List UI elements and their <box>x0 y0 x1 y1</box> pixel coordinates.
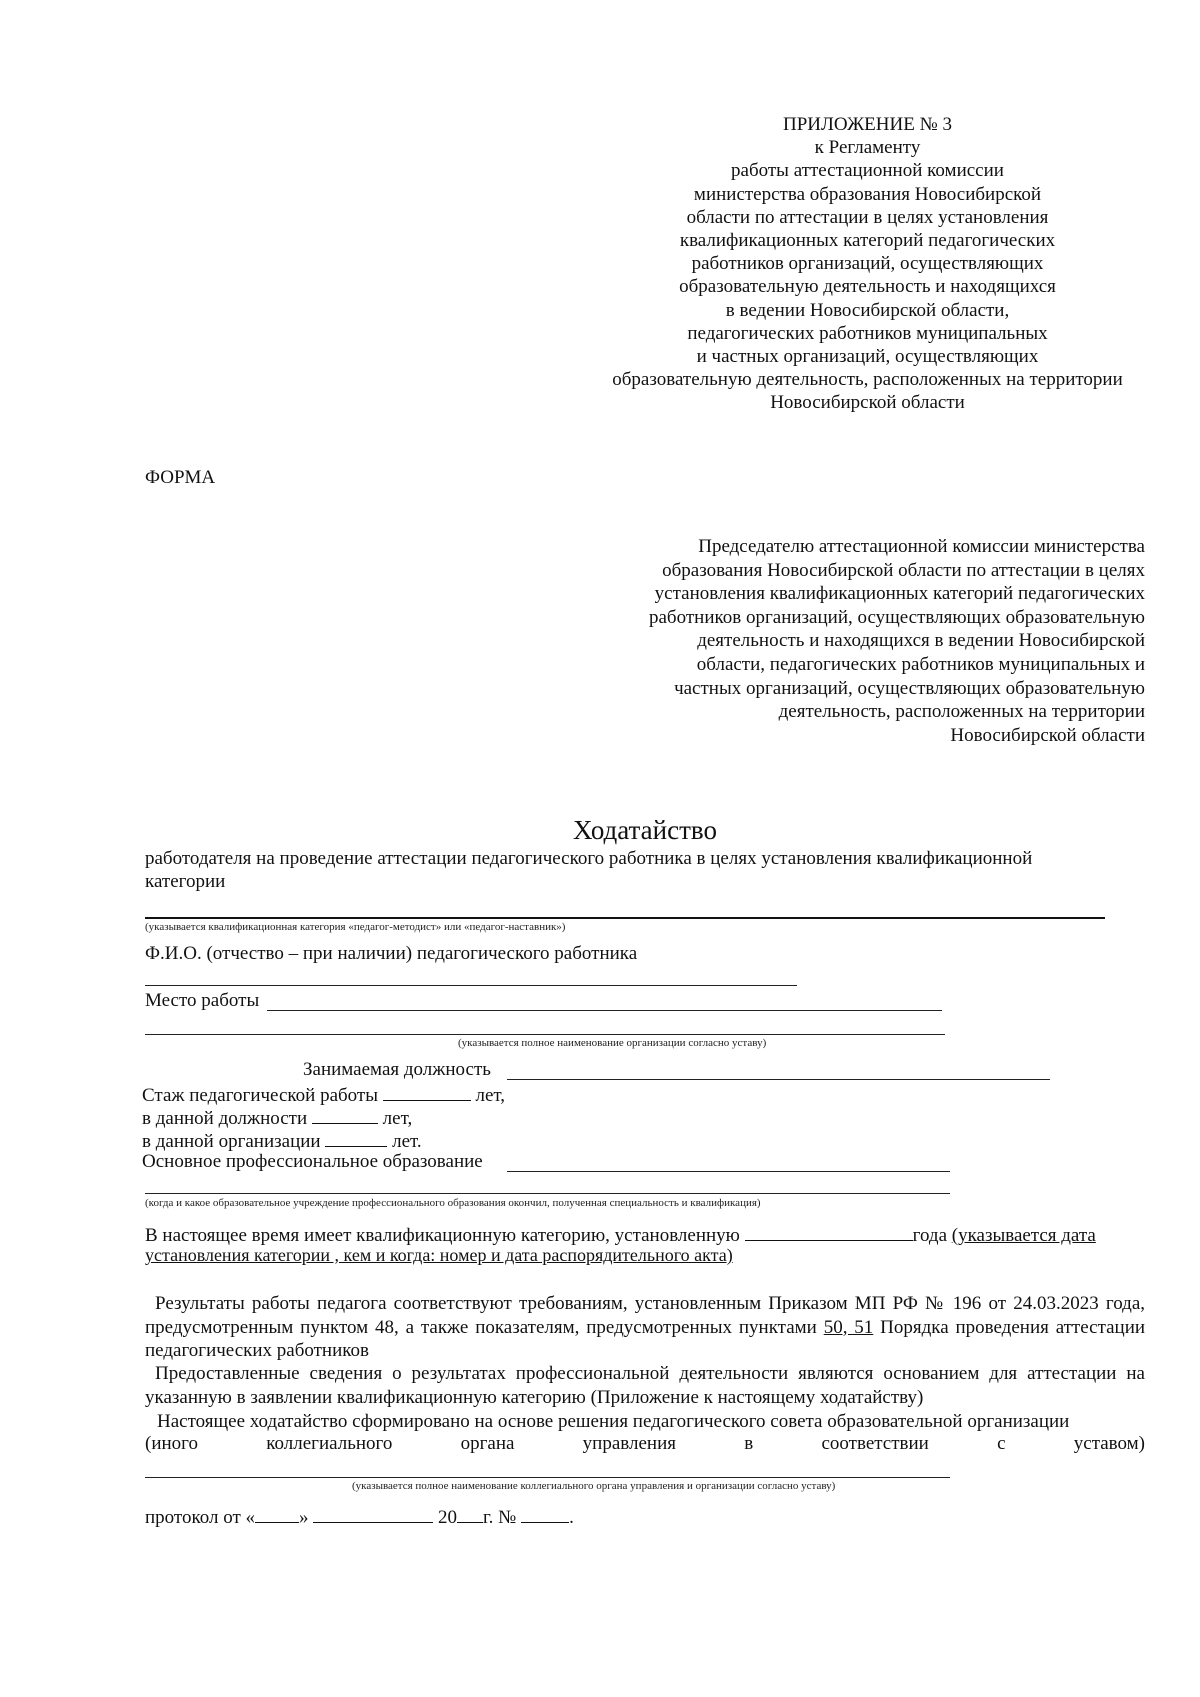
workplace-caption: (указывается полное наименование организации согласно уставу) <box>458 1037 767 1049</box>
results-paragraph <box>145 1292 1145 1363</box>
basis-word: с <box>997 1433 1006 1454</box>
appendix-line: и частных организаций, осуществляющих <box>696 346 1039 368</box>
education-label: Основное профессиональное образование <box>142 1151 483 1172</box>
addressee-line: Новосибирской области <box>950 724 1145 746</box>
category-input-line[interactable] <box>145 917 1105 919</box>
protocol-month-input[interactable] <box>313 1504 433 1523</box>
addressee-line: частных организаций, осуществляющих образовательную <box>674 677 1145 699</box>
appendix-line: к Регламенту <box>814 137 921 159</box>
position-input-line[interactable] <box>507 1079 1050 1080</box>
education-caption: (когда и какое образовательное учреждение профессионального образования окончил, полученная специальность и квалификация) <box>145 1197 761 1209</box>
in-position-label: в данной должности <box>142 1108 308 1129</box>
in-org-row <box>142 1128 422 1153</box>
points-reference-link: 50, 51 <box>823 1316 874 1338</box>
collegial-body-input-line[interactable] <box>145 1477 950 1478</box>
fio-label: Ф.И.О. (отчество – при наличии) педагогического работника <box>145 943 638 964</box>
in-position-row <box>142 1105 412 1130</box>
document-subtitle: работодателя на проведение аттестации педагогического работника в целях установления квалификационной категории <box>145 848 1033 892</box>
workplace-input-line[interactable] <box>267 1010 942 1011</box>
appendix-header <box>595 113 1140 415</box>
addressee-block <box>560 535 1145 747</box>
basis-word: органа <box>460 1433 515 1454</box>
appendix-line: области по аттестации в целях установления <box>686 206 1049 228</box>
basis-word: управления <box>582 1433 676 1454</box>
appendix-line: министерства образования Новосибирской <box>693 183 1042 205</box>
appendix-line: образовательную деятельность и находящихся <box>679 276 1056 298</box>
appendix-line: ПРИЛОЖЕНИЕ № 3 <box>783 114 952 135</box>
in-org-input[interactable] <box>325 1128 387 1147</box>
appendix-line: в ведении Новосибирской области, <box>725 299 1010 321</box>
category-caption: (указывается квалификационная категория «педагог-методист» или «педагог-наставник») <box>145 921 566 933</box>
experience-label: Стаж педагогической работы <box>142 1085 378 1106</box>
workplace-input-line-2[interactable] <box>145 1034 945 1035</box>
protocol-year-prefix: 20 <box>438 1507 458 1528</box>
fio-input-line[interactable] <box>145 985 797 986</box>
in-position-input[interactable] <box>312 1105 378 1124</box>
appendix-line: работы аттестационной комиссии <box>731 160 1004 182</box>
current-category-prefix: В настоящее время имеет квалификационную категорию, установленную <box>145 1225 740 1246</box>
appendix-line: Новосибирской области <box>770 392 965 414</box>
protocol-year-suffix: г. № <box>483 1507 517 1528</box>
addressee-line: работников организаций, осуществляющих образовательную <box>649 606 1145 628</box>
workplace-label: Место работы <box>145 990 260 1011</box>
protocol-day-input[interactable] <box>255 1504 299 1523</box>
addressee-line: образования Новосибирской области по аттестации в целях <box>662 559 1145 581</box>
basis-word: уставом) <box>1073 1433 1145 1454</box>
current-category-date-input[interactable] <box>745 1222 913 1241</box>
appendix-line: образовательную деятельность, расположенных на территории <box>612 369 1123 391</box>
in-org-label: в данной организации <box>142 1131 321 1152</box>
addressee-line: деятельность и находящихся в ведении Новосибирской <box>697 630 1145 652</box>
addressee-line: деятельность, расположенных на территории <box>778 701 1145 723</box>
protocol-row <box>145 1504 574 1529</box>
appendix-line: квалификационных категорий педагогических <box>679 230 1056 252</box>
protocol-prefix: протокол от « <box>145 1507 256 1528</box>
results-text-1: Результаты работы педагога соответствуют требованиям, установленным Приказом МП РФ № 196 от 24.03.2023 года, предусмотренным пунктом 48, а также показателям, предусмотренных пунктами <box>145 1293 1145 1338</box>
protocol-quote-close: » <box>299 1507 309 1528</box>
current-category-row <box>145 1222 1096 1247</box>
basis-paragraph-line2 <box>145 1433 1145 1455</box>
current-category-note-line2: установления категории , кем и когда: номер и дата распорядительного акта) <box>145 1245 733 1265</box>
appendix-line: педагогических работников муниципальных <box>687 322 1048 344</box>
basis-paragraph-line1: Настоящее ходатайство сформировано на основе решения педагогического совета образовательной организации <box>157 1411 1070 1432</box>
addressee-line: области, педагогических работников муниципальных и <box>696 653 1145 675</box>
experience-unit: лет, <box>475 1085 506 1106</box>
in-org-unit: лет. <box>392 1131 422 1152</box>
appendix-line: работников организаций, осуществляющих <box>691 253 1044 275</box>
info-paragraph: Предоставленные сведения о результатах профессиональной деятельности являются основанием для аттестации на указанную в заявлении квалификационную категорию (Приложение к настоящему ходатайству) <box>145 1363 1145 1408</box>
form-label: ФОРМА <box>145 467 216 488</box>
protocol-year-input[interactable] <box>457 1504 483 1523</box>
addressee-line: Председателю аттестационной комиссии министерства <box>698 536 1145 557</box>
in-position-unit: лет, <box>382 1108 413 1129</box>
addressee-line: установления квалификационных категорий педагогических <box>654 583 1145 605</box>
document-title: Ходатайство <box>573 815 717 845</box>
protocol-end: . <box>569 1507 574 1528</box>
experience-input[interactable] <box>383 1082 471 1101</box>
current-category-year: года <box>912 1225 947 1246</box>
position-label: Занимаемая должность <box>303 1059 491 1080</box>
results-text-2: Порядка проведения аттестации педагогических работников <box>145 1316 1146 1361</box>
basis-word: (иного <box>145 1433 198 1454</box>
basis-word: коллегиального <box>266 1433 393 1454</box>
basis-word: в <box>744 1433 754 1454</box>
basis-word: соответствии <box>821 1433 929 1454</box>
collegial-caption: (указывается полное наименование коллегиального органа управления и организации согласно уставу) <box>352 1480 836 1492</box>
protocol-number-input[interactable] <box>521 1504 569 1523</box>
education-input-line-2[interactable] <box>145 1193 950 1194</box>
experience-row <box>142 1082 505 1107</box>
education-input-line[interactable] <box>507 1171 950 1172</box>
current-category-note: (указывается дата <box>951 1225 1096 1246</box>
